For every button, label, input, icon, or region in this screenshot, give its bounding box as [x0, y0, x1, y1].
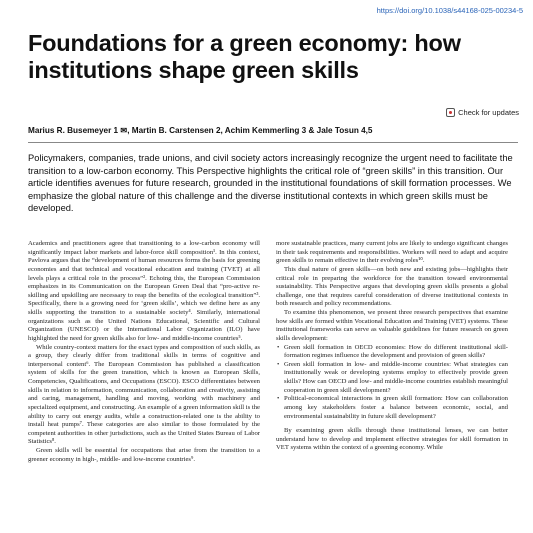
body-column-right: [276, 240, 508, 453]
list-item: • Green skill formation in OECD economies: How do different institutional skill-formation regimes influence the development and provision of green skills?: [276, 344, 508, 361]
check-for-updates-button[interactable]: [446, 108, 519, 117]
article-title: Foundations for a green economy: how institutions shape green skills: [28, 30, 461, 83]
paragraph: This dual nature of green skills—on both new and existing jobs—highlights their critical role in preparing the workforce for the transition toward environmental sustainability. This Perspective argues that developing green skills presents a global challenge, one that requires careful consideration of diverse institutional contexts in both research and policy recommendations.: [276, 265, 508, 308]
list-item: • Green skill formation in low- and middle-income countries: What strategies can institutionally weak or developing systems employ to effectively provide green skills? How can OECD and low- and middle-income countries establish meaningful cooperation in green skill development?: [276, 361, 508, 396]
body-column-left: [28, 240, 260, 464]
paragraph: Academics and practitioners agree that transitioning to a low-carbon economy will significantly impact labor markets and labor-force skill composition¹. In this context, Pavlova argues that the “development of human resources forms the basis for greening economies and that technical and vocational education and training (TVET) at all levels plays a critical role in the process”². Echoing this, the European Commission emphasizes in its Communication on the European Green Deal that “pro-active re-skilling and upskilling are necessary to reap the benefits of the ecological transition”³. Specifically, there is a growing need for ‘green skills’, which we define here as any skills supporting the transition to a sustainable society⁴. Similarly, international organizations such as the United Nations Educational, Scientific and Cultural Organization (UNESCO) or the International Labor Organization (ILO) have highlighted the need for green skills also for low- and middle-income countries⁵.: [28, 240, 260, 342]
paragraph: more sustainable practices, many current jobs are likely to undergo significant changes in their task requirements and responsibilities. Workers will need to adapt and acquire green skills to remain effective in their evolving roles¹⁰.: [276, 240, 508, 265]
abstract: Policymakers, companies, trade unions, and civil society actors increasingly recognize the urgent need to facilitate the transition to a low-carbon economy. This Perspective highlights the critical role of “green skills” in this transition. Our article identifies avenues for future research, grounded in the institutional foundations of skill formation processes. We emphasize the global nature of this challenge and the diverse institutional contexts in which green skills must be developed.: [28, 153, 513, 214]
paragraph: To examine this phenomenon, we present three research perspectives that examine how skills are formed within Vocational Education and Training (VET) systems. These institutional frameworks can serve as valuable guidelines for future research on green skills development:: [276, 309, 508, 342]
list-item: • Political-economical interactions in green skill formation: How can collaboration among key stakeholders foster a balance between economic, social, and environmental sustainability in future skill development?: [276, 395, 508, 421]
update-badge-icon: [446, 108, 455, 117]
author-list: Marius R. Busemeyer 1 ✉, Martin B. Carstensen 2, Achim Kemmerling 3 & Jale Tosun 4,5: [28, 126, 373, 135]
paragraph: By examining green skills through these institutional lenses, we can better understand how to develop and implement effective strategies for skill formation in VET systems within the context of a greening economy. While: [276, 427, 508, 452]
paragraph: Green skills will be essential for occupations that arise from the transition to a greener economy in high-, middle- and low-income countries⁹.: [28, 447, 260, 463]
check-for-updates-label: Check for updates: [458, 108, 519, 117]
doi-link[interactable]: https://doi.org/10.1038/s44168-025-00234-5: [376, 6, 523, 15]
research-perspectives-list: [276, 344, 508, 422]
paragraph: While country-context matters for the exact types and composition of such skills, as a group, they clearly differ from traditional skills in terms of cognitive and interpersonal content⁶. The European Commission has published a classification system of skills for the green transition, which is known as European Skills, Competencies, Qualifications, and Occupations (ESCO). ESCO differentiates between skills in relation to information, communication, collaboration and creativity, assisting and caring, management, handling and moving, working with machinery and specialized equipment, and constructing. An example of a green information skill is the ability to carry out energy audits, while a construction-related one is the ability to install heat pumps⁷. These categories are also similar to those formulated by the competent authorities in other jurisdictions, such as the United States Bureau of Labor Statistics⁸.: [28, 343, 260, 446]
divider: [28, 142, 518, 143]
